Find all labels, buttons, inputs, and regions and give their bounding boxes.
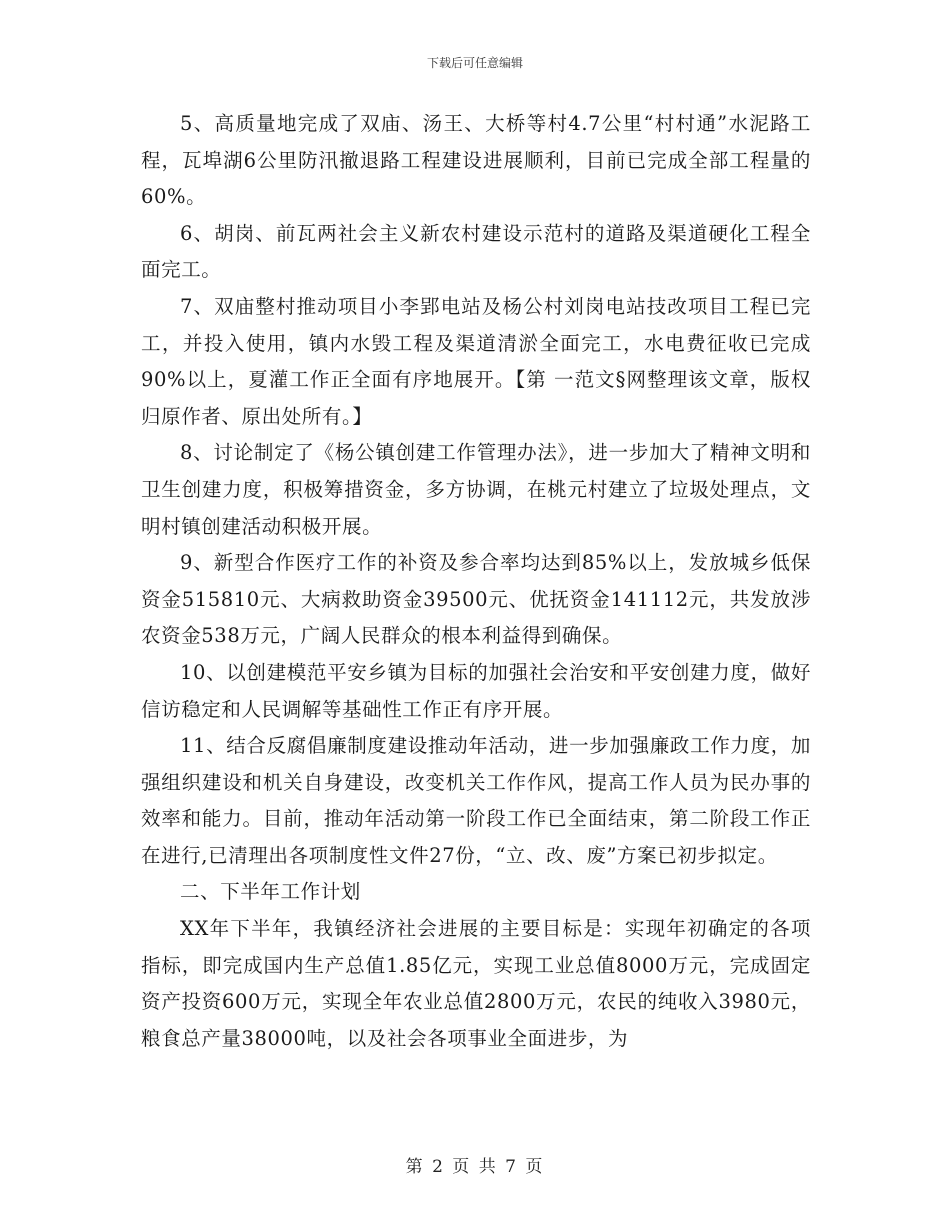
document-body [141,106,811,1057]
page-header: 下载后可任意编辑 [426,56,523,70]
paragraph-5: 5、高质量地完成了双庙、汤王、大桥等村4.7公里“村村通”水泥路工程，瓦埠湖6公里防汛撤退路工程建设进展顺利，目前已完成全部工程量的60%。 [141,112,811,209]
section-heading: 二、下半年工作计划 [180,880,361,904]
paragraph-10: 10、以创建模范平安乡镇为目标的加强社会治安和平安创建力度，做好信访稳定和人民调解等基础性工作正有序开展。 [141,660,811,721]
page-number: 第 2 页 共 7 页 [405,1157,545,1177]
paragraph-plan: XX年下半年，我镇经济社会进展的主要目标是：实现年初确定的各项指标，即完成国内生产总值1.85亿元，实现工业总值8000万元，完成固定资产投资600万元，实现全年农业总值2800万元，农民的纯收入3980元，粮食总产量38000吨，以及社会各项事业全面进步，为 [141,917,811,1050]
paragraph-8: 8、讨论制定了《杨公镇创建工作管理办法》，进一步加大了精神文明和卫生创建力度，积极筹措资金，多方协调，在桃元村建立了垃圾处理点，文明村镇创建活动积极开展。 [141,441,811,538]
paragraph-7: 7、双庙整村推动项目小李郢电站及杨公村刘岗电站技改项目工程已完工，并投入使用，镇内水毁工程及渠道清淤全面完工，水电费征收已完成90%以上，夏灌工作正全面有序地展开。【第 一范文§网整理该文章，版权归原作者、原出处所有。】 [141,294,811,428]
paragraph-11: 11、结合反腐倡廉制度建设推动年活动，进一步加强廉政工作力度，加强组织建设和机关自身建设，改变机关工作作风，提高工作人员为民办事的效率和能力。目前，推动年活动第一阶段工作已全面结束，第二阶段工作正在进行,已清理出各项制度性文件27份，“立、改、废”方案已初步拟定。 [141,734,811,867]
paragraph-6: 6、胡岗、前瓦两社会主义新农村建设示范村的道路及渠道硬化工程全面完工。 [141,221,811,282]
paragraph-9: 9、新型合作医疗工作的补资及参合率均达到85%以上，发放城乡低保资金515810元、大病救助资金39500元、优抚资金141112元，共发放涉农资金538万元，广阔人民群众的根本利益得到确保。 [141,551,811,648]
